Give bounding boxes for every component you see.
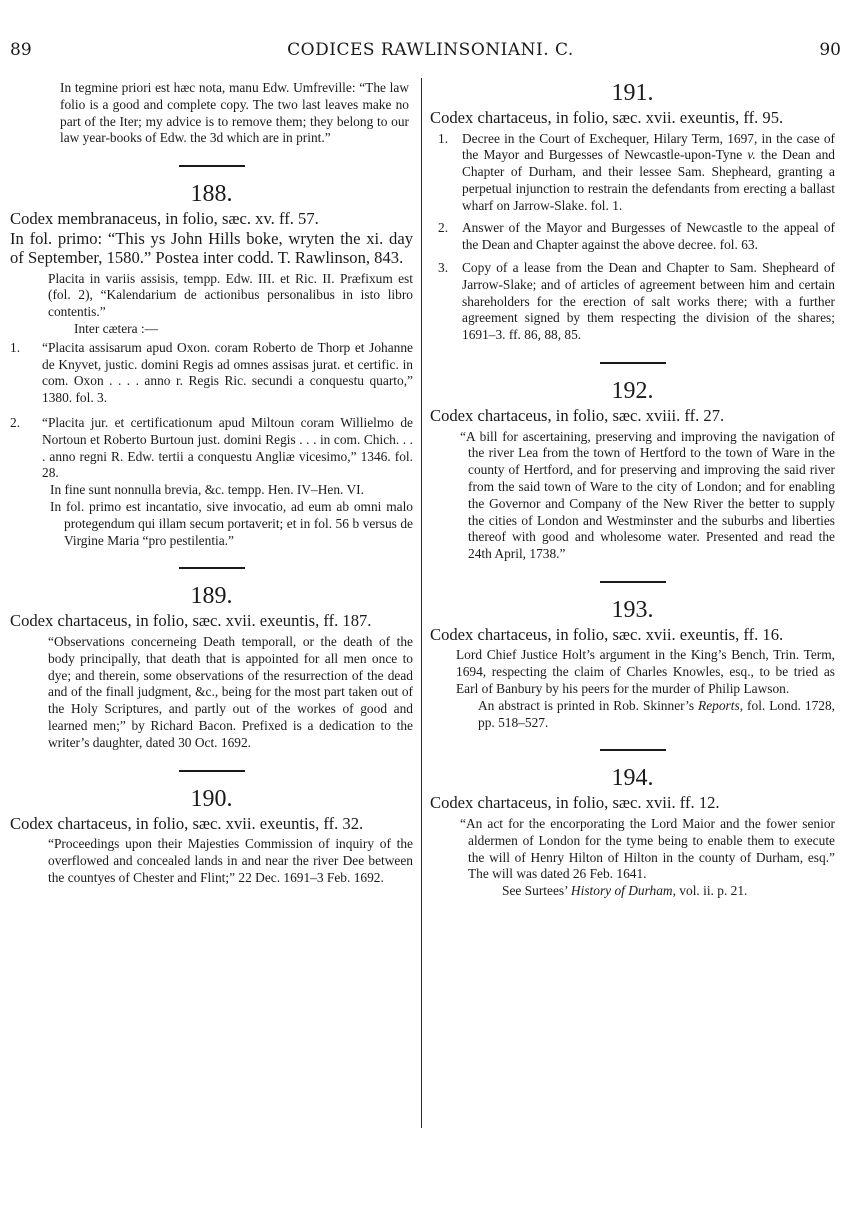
item-text: Copy of a lease from the Dean and Chapter to Sam. Shepheard of Jarrow-Slake; and of articles of agreement between him and certain shareholders for the erection of salt works there; with a further agreement signed by them respecting the division of the shares; 1691–3. ff. 86, 88, 85.	[462, 260, 835, 343]
list-item	[430, 220, 835, 254]
entry-subheading: Inter cætera :—	[74, 321, 159, 337]
item-text: Answer of the Mayor and Burgesses of Newcastle to the appeal of the Dean and Chapter against the above decree. fol. 63.	[462, 220, 835, 253]
entry-191	[430, 80, 835, 344]
entry-188	[10, 181, 413, 549]
item-text-part: Decree in the Court of Exchequer, Hilary Term, 1697, in the case of the Mayor and Burgesses of Newcastle-upon-Tyne	[462, 130, 835, 163]
page-number-right: 90	[819, 40, 841, 60]
entry-description: “A bill for ascertaining, preserving and improving the navigation of the river Lea from the town of Hertford to the town of Ware in the county of Hertford, and for preserving and improving the said river from the said town of Ware to the city of London; and for enabling the Governor and Company of the New River the better to supply the cities of London and Westminster and the suburbs and liberties thereof with good and wholesome water. Presented and read the 24th April, 1738.”	[460, 428, 835, 562]
entry-description: Lord Chief Justice Holt’s argument in the King’s Bench, Trin. Term, 1694, respecting the claim of Charles Knowles, esq., to be tried as Earl of Banbury by his peers for the murder of Philip Lawson.	[456, 647, 835, 697]
entry-193	[430, 597, 835, 731]
entry-separator	[600, 581, 666, 583]
item-number: 2.	[438, 220, 449, 236]
note-title: Reports	[698, 697, 740, 713]
entry-heading: Codex chartaceus, in folio, sæc. xvii. exeuntis, ff. 95.	[430, 108, 784, 127]
item-text	[462, 131, 835, 215]
entry-separator	[179, 567, 245, 569]
note-text: See Surtees’	[502, 883, 571, 899]
entry-number: 193.	[611, 596, 654, 623]
item-number: 1.	[438, 130, 449, 146]
note-text: An abstract is printed in Rob. Skinner’s	[478, 697, 699, 713]
page-header	[0, 40, 861, 70]
note-text: , vol. ii. p. 21.	[672, 883, 748, 899]
entry-number: 188.	[190, 181, 233, 208]
entry-heading: Codex membranaceus, in folio, sæc. xv. ff. 57.	[10, 209, 319, 229]
item-number: 3.	[438, 260, 449, 276]
entry-number: 192.	[611, 378, 654, 405]
entry-note	[456, 698, 835, 732]
entry-190	[10, 786, 413, 887]
entry-heading: Codex chartaceus, in folio, sæc. xvii. exeuntis, ff. 16.	[430, 624, 784, 644]
entry-number: 190.	[190, 785, 233, 812]
entry-number: 189.	[190, 583, 233, 610]
entry-note	[468, 883, 835, 900]
entry-separator	[179, 770, 245, 772]
item-note: In fine sunt nonnulla brevia, &c. tempp. Hen. IV–Hen. VI.	[50, 482, 364, 498]
item-number: 2.	[10, 415, 21, 431]
item-note: In fol. primo est incantatio, sive invocatio, ad eum ab omni malo protegendum qui illam secum portaverit; et in fol. 56 b versus de Virgine Maria “pro pestilentia.”	[50, 499, 413, 548]
entry-192	[430, 378, 835, 563]
list-item	[10, 415, 413, 549]
column-divider	[421, 78, 422, 1128]
entry-description: “Observations concerneing Death temporall, or the death of the body principally, that death that is appointed for all men once to dye; and therein, some observations of the resurrection of the dead and of the finall judgment, &c., being for the most part taken out of the Holy Scriptures, and partly out of the workes of good and learned men;” by Richard Bacon. Prefixed is a dedication to the writer’s daughter, dated 30 Oct. 1692.	[48, 633, 413, 750]
entry-description: “Proceedings upon their Majesties Commission of inquiry of the overflowed and concealed lands in and near the river Dee between the countyes of Chester and Flint;” 22 Dec. 1691–3 Feb. 1692.	[48, 836, 413, 885]
page-number-left: 89	[10, 40, 32, 60]
entry-separator	[600, 749, 666, 751]
left-column	[10, 80, 413, 886]
entry-description: “An act for the encorporating the Lord Maior and the fower senior aldermen of London for the tyme being to enable them to execute the will of Henry Hilton of Hilton in the county of Durham, esq.” The will was dated 26 Feb. 1641.	[460, 815, 835, 882]
entry-separator	[600, 362, 666, 364]
entry-description: Placita in variis assisis, tempp. Edw. III. et Ric. II. Præfixum est (fol. 2), “Kalendarium de actionibus personalibus in isto libro contentis.”	[48, 270, 413, 320]
item-number: 1.	[10, 339, 21, 355]
entry-189	[10, 583, 413, 751]
item-text-versus: v.	[747, 147, 756, 163]
entry-number: 194.	[611, 765, 654, 792]
list-item	[430, 131, 835, 215]
entry-heading: Codex chartaceus, in folio, sæc. xvii. exeuntis, ff. 187.	[10, 611, 372, 631]
item-text: “Placita assisarum apud Oxon. coram Roberto de Thorp et Johanne de Knyvet, justic. domini Regis ad omnes assisas jurat. et certific. in com. Oxon . . . . anno r. Regis Ric. secundi a conquestu quarto,” 1380. fol. 3.	[42, 339, 413, 406]
item-text: “Placita jur. et certificationum apud Miltoun coram Willielmo de Nortoun et Roberto Burtoun just. domini Regis . . . in com. Chich. . . . anno regni R. Edw. tertii a conquestu Angliæ vicesimo,” 1346. fol. 28.	[42, 415, 413, 481]
entry-heading: Codex chartaceus, in folio, sæc. xvii. ff. 12.	[430, 793, 720, 813]
entry-number: 191.	[611, 80, 654, 106]
entry-heading: Codex chartaceus, in folio, sæc. xvii. exeuntis, ff. 32.	[10, 813, 364, 833]
entry-heading: Codex chartaceus, in folio, sæc. xviii. ff. 27.	[430, 406, 725, 426]
entry-separator	[179, 165, 245, 167]
entry-194	[430, 765, 835, 899]
item-text-part: the Dean and Chapter of Durham, and their lessee Sam. Shepheard, granting a perpetual injunction to restrain the defendants from erecting a ballast wharf on Jarrow-Slake. fol. 1.	[462, 147, 835, 213]
running-head: CODICES RAWLINSONIANI. C.	[287, 40, 574, 60]
list-item	[10, 340, 413, 407]
note-title: History of Durham	[570, 883, 673, 899]
entry-heading-note: In fol. primo: “This ys John Hills boke, wryten the xi. day of September, 1580.” Postea inter codd. T. Rawlinson, 843.	[10, 228, 413, 268]
right-column	[430, 80, 835, 900]
note-text: , fol. Lond. 1728, pp. 518–527.	[478, 697, 835, 730]
list-item	[430, 260, 835, 344]
intro-note: In tegmine priori est hæc nota, manu Edw. Umfreville: “The law folio is a good and complete copy. The two last leaves make no part of the Iter; my advice is to remove them; they belong to our law year-books of Edw. the 3d which are in print.”	[60, 80, 409, 146]
